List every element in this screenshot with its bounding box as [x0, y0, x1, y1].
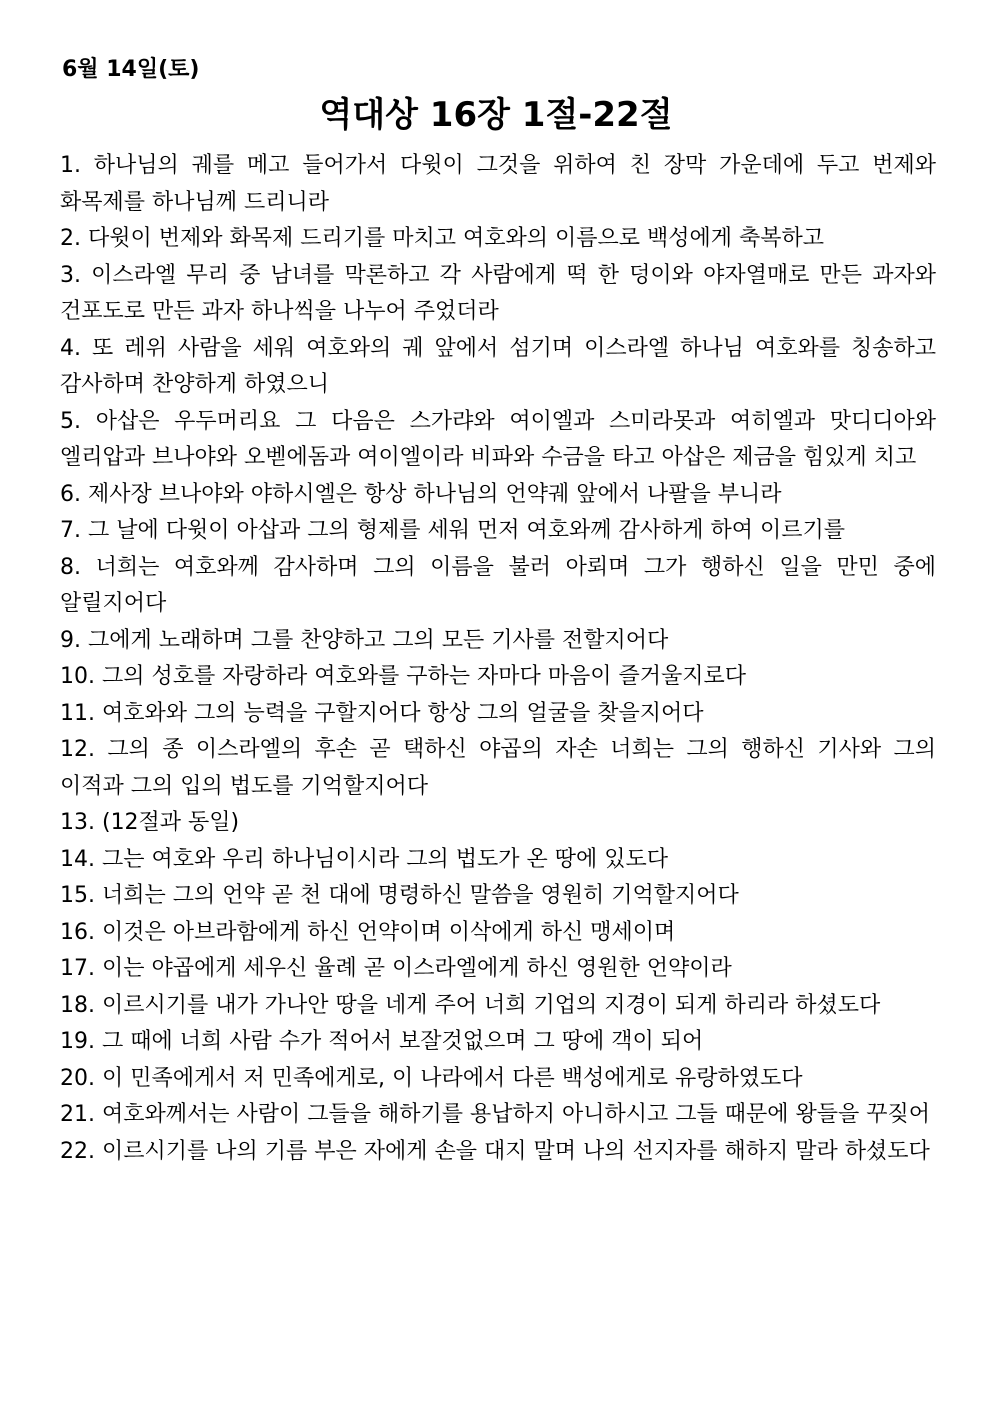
verse-item: 22. 이르시기를 나의 기름 부은 자에게 손을 대지 말며 나의 선지자를 해하지 말라 하셨도다 — [60, 1138, 930, 1164]
verse-list — [60, 148, 936, 1170]
page-title: 역대상 16장 1절-22절 — [319, 95, 673, 135]
verse-item: 10. 그의 성호를 자랑하라 여호와를 구하는 자마다 마음이 즐거울지로다 — [60, 664, 746, 689]
verse-item: 11. 여호와와 그의 능력을 구할지어다 항상 그의 얼굴을 찾을지어다 — [60, 700, 704, 726]
verse-item: 12. 그의 종 이스라엘의 후손 곧 택하신 야곱의 자손 너희는 그의 행하신 기사와 그의 이적과 그의 입의 법도를 기억할지어다 — [60, 737, 936, 799]
verse-item: 13. (12절과 동일) — [60, 810, 240, 835]
verse-item: 20. 이 민족에게서 저 민족에게로, 이 나라에서 다른 백성에게로 유랑하였도다 — [60, 1065, 803, 1091]
verse-item: 19. 그 때에 너희 사람 수가 적어서 보잘것없으며 그 땅에 객이 되어 — [60, 1029, 704, 1054]
verse-item: 16. 이것은 아브라함에게 하신 언약이며 이삭에게 하신 맹세이며 — [60, 919, 676, 945]
verse-item: 17. 이는 야곱에게 세우신 율례 곧 이스라엘에게 하신 영원한 언약이라 — [60, 956, 732, 981]
verse-item: 21. 여호와께서는 사람이 그들을 해하기를 용납하지 아니하시고 그들 때문에 왕들을 꾸짖어 — [60, 1102, 930, 1127]
verse-item: 1. 하나님의 궤를 메고 들어가서 다윗이 그것을 위하여 친 장막 가운데에 두고 번제와 화목제를 하나님께 드리니라 — [60, 153, 936, 215]
verse-item: 8. 너희는 여호와께 감사하며 그의 이름을 불러 아뢰며 그가 행하신 일을 만민 중에 알릴지어다 — [60, 554, 936, 616]
verse-item: 14. 그는 여호와 우리 하나님이시라 그의 법도가 온 땅에 있도다 — [60, 846, 668, 872]
verse-item: 5. 아삽은 우두머리요 그 다음은 스가랴와 여이엘과 스미라못과 여히엘과 맛디디아와 엘리압과 브나야와 오벧에돔과 여이엘이라 비파와 수금을 타고 아삽은 제금을 힘있게 치고 — [60, 408, 936, 470]
verse-item: 3. 이스라엘 무리 중 남녀를 막론하고 각 사람에게 떡 한 덩이와 야자열매로 만든 과자와 건포도로 만든 과자 하나씩을 나누어 주었더라 — [60, 262, 936, 324]
verse-item: 9. 그에게 노래하며 그를 찬양하고 그의 모든 기사를 전할지어다 — [60, 627, 669, 653]
verse-item: 7. 그 날에 다윗이 아삽과 그의 형제를 세워 먼저 여호와께 감사하게 하여 이르기를 — [60, 518, 845, 543]
verse-item: 15. 너희는 그의 언약 곧 천 대에 명령하신 말씀을 영원히 기억할지어다 — [60, 883, 739, 908]
date-label: 6월 14일(토) — [62, 57, 200, 82]
verse-item: 2. 다윗이 번제와 화목제 드리기를 마치고 여호와의 이름으로 백성에게 축복하고 — [60, 226, 824, 251]
verse-item: 6. 제사장 브나야와 야하시엘은 항상 하나님의 언약궤 앞에서 나팔을 부니라 — [60, 481, 782, 507]
verse-item: 4. 또 레위 사람을 세워 여호와의 궤 앞에서 섬기며 이스라엘 하나님 여호와를 칭송하고 감사하며 찬양하게 하였으니 — [60, 335, 936, 397]
verse-item: 18. 이르시기를 내가 가나안 땅을 네게 주어 너희 기업의 지경이 되게 하리라 하셨도다 — [60, 992, 881, 1018]
